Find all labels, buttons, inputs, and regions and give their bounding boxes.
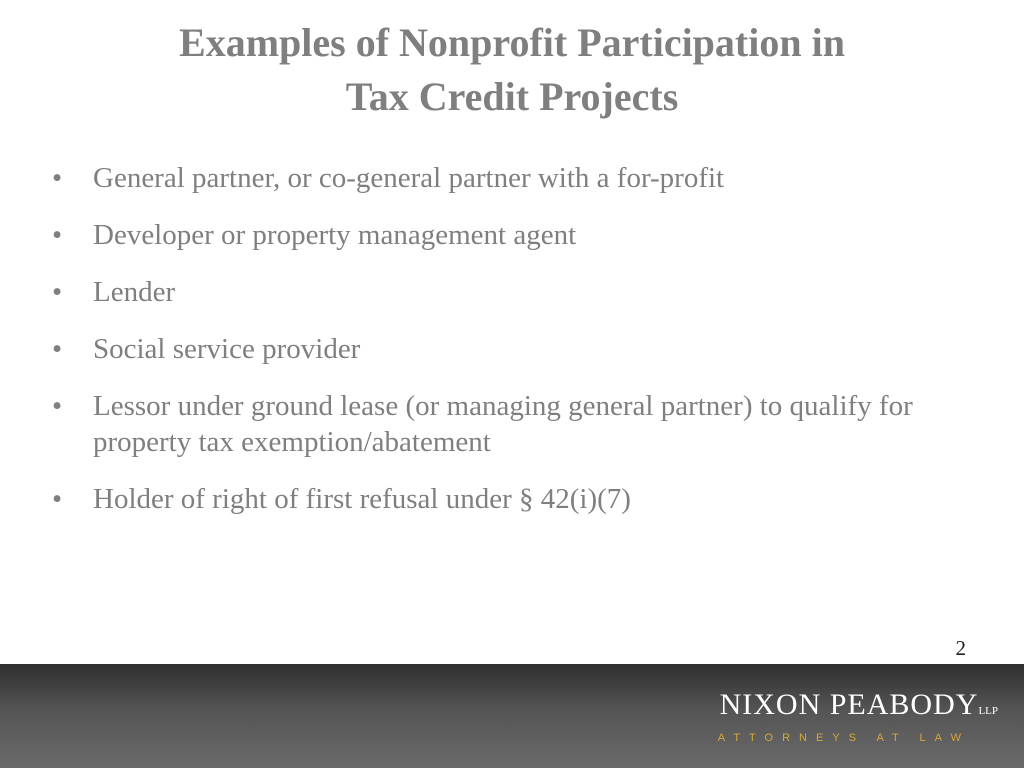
bullet-dot-icon: • bbox=[52, 390, 63, 422]
bullet-dot-icon: • bbox=[52, 276, 63, 308]
firm-name bbox=[718, 688, 998, 728]
bullet-dot-icon: • bbox=[52, 333, 63, 365]
firm-name-text: NIXON PEABODY bbox=[719, 688, 979, 721]
firm-suffix: LLP bbox=[978, 705, 998, 717]
bullet-text: Lessor under ground lease (or managing general partner) to qualify for property tax exemption/abatement bbox=[93, 390, 913, 458]
bullet-item bbox=[52, 331, 952, 367]
slide-title-line-1: Examples of Nonprofit Participation in bbox=[179, 20, 845, 65]
slide-title-line-2: Tax Credit Projects bbox=[345, 74, 679, 119]
footer-bar bbox=[0, 664, 1024, 768]
bullet-text: General partner, or co-general partner with a for-profit bbox=[93, 162, 725, 194]
bullet-dot-icon: • bbox=[52, 162, 63, 194]
bullet-item bbox=[52, 274, 952, 310]
slide-title bbox=[0, 16, 1024, 124]
bullet-list bbox=[52, 160, 952, 538]
firm-logo bbox=[718, 688, 998, 744]
bullet-text: Holder of right of first refusal under § 42(i)(7) bbox=[93, 483, 631, 515]
bullet-item bbox=[52, 217, 952, 253]
bullet-item bbox=[52, 388, 952, 460]
bullet-dot-icon: • bbox=[52, 483, 63, 515]
firm-tagline: ATTORNEYS AT LAW bbox=[717, 732, 970, 744]
bullet-item bbox=[52, 481, 952, 517]
bullet-text: Developer or property management agent bbox=[93, 219, 577, 251]
bullet-text: Lender bbox=[93, 276, 176, 308]
bullet-item bbox=[52, 160, 952, 196]
bullet-dot-icon: • bbox=[52, 219, 63, 251]
bullet-text: Social service provider bbox=[93, 333, 361, 365]
page-number: 2 bbox=[955, 636, 966, 660]
